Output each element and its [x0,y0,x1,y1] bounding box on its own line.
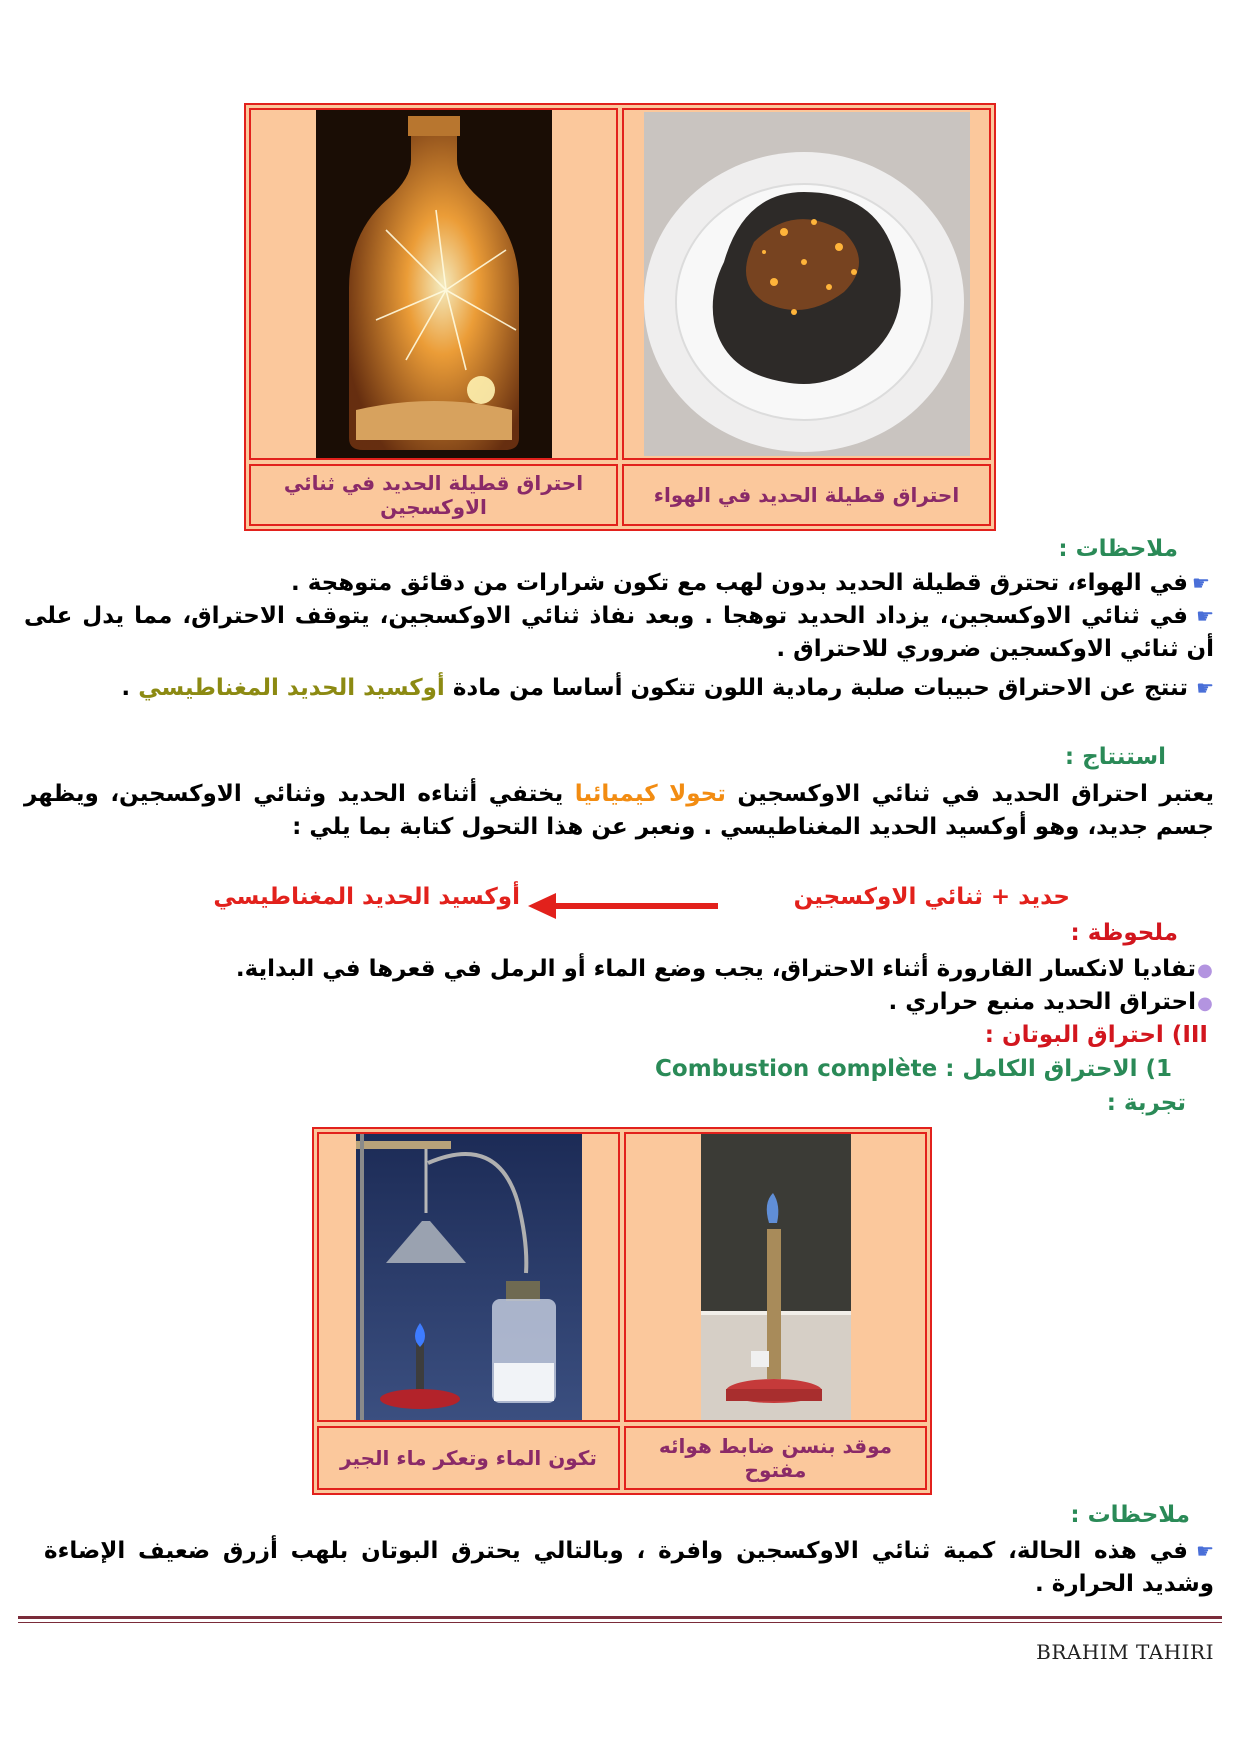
note-item-2 [24,986,1214,1020]
equation-product: أوكسيد الحديد المغناطيسي [213,884,520,910]
footer-divider-thin [18,1622,1222,1623]
conclusion-title: استنتاج : [1064,744,1166,770]
observation-text-1: في الهواء، تحترق قطيلة الحديد بدون لهب مع تكون شرارات من دقائق متوهجة . [290,570,1188,596]
chemical-transformation-term: تحولا كيميائيا [574,781,726,807]
caption-cell-oxygen [249,464,618,526]
observation-text-3: تنتج عن الاحتراق حبيبات صلبة رمادية اللون تتكون أساسا من مادة [452,675,1188,701]
observations2-title: ملاحظات : [1070,1502,1190,1528]
reaction-arrow-icon [528,893,718,919]
complete-combustion-subtitle [655,1056,1172,1082]
note-text-2: احتراق الحديد منبع حراري . [888,989,1196,1015]
hand-pointer-icon: ☛ [1196,676,1214,700]
observation2-item-1 [44,1535,1214,1601]
observations-title: ملاحظات : [1058,536,1178,562]
section-title-butane: III) احتراق البوتان : [984,1022,1208,1048]
iron-in-oxygen-photo [316,110,552,458]
water-limewater-photo [356,1133,582,1421]
photo-cell-burner [624,1132,927,1422]
observation-text-2: في ثنائي الاوكسجين، يزداد الحديد توهجا . وبعد نفاذ ثنائي الاوكسجين، يتوقف الاحتراق، مما يدل على أن ثنائي الاوكسجين ضروري للاحتراق . [24,603,1214,662]
note-text-1: تفاديا لانكسار القارورة أثناء الاحتراق، يجب وضع الماء أو الرمل في قعرها في البداية. [235,956,1196,982]
note-title: ملحوظة : [1070,920,1178,946]
equation-reactants: حديد + ثنائي الاوكسجين [793,884,1070,910]
complete-combustion-text: 1) الاحتراق الكامل : Combustion complète [655,1056,1172,1082]
observation-item-2 [24,600,1214,666]
hand-pointer-icon: ☛ [1192,571,1210,595]
caption-bunsen-burner: موقد بنسن ضابط هوائه مفتوح [658,1434,893,1482]
hand-pointer-icon: ☛ [1196,604,1214,628]
footer-author: BRAHIM TAHIRI [1036,1640,1214,1664]
caption-iron-oxygen: احتراق قطيلة الحديد في ثنائي الاوكسجين [283,471,584,519]
magnetic-iron-oxide-term: أوكسيد الحديد المغناطيسي [138,675,445,701]
note-item-1 [24,953,1214,987]
iron-in-air-photo [644,112,970,456]
conclusion-text-1: يعتبر احتراق الحديد في ثنائي الاوكسجين [737,781,1215,807]
observation-text-3-end: . [121,675,131,701]
hand-pointer-icon: ☛ [1196,1539,1214,1563]
caption-water-limewater: تكون الماء وتعكر ماء الجير [340,1446,597,1470]
figure-table-butane [312,1127,932,1495]
caption-cell-burner [624,1426,927,1490]
caption-cell-limewater [317,1426,620,1490]
observation-item-3 [24,672,1214,705]
conclusion-paragraph [24,778,1214,844]
bunsen-burner-photo [701,1133,851,1421]
footer-divider [18,1616,1222,1619]
bullet-dot-icon: ● [1197,993,1213,1014]
photo-cell-plate [622,108,991,460]
observation2-text-1: في هذه الحالة، كمية ثنائي الاوكسجين وافرة ، وبالتالي يحترق البوتان بلهب أزرق ضعيف الإضاءة وشديد الحرارة . [44,1538,1214,1597]
photo-cell-bottle [249,108,618,460]
experiment-title: تجربة : [1106,1090,1186,1116]
conclusion-text-2: يختفي أثناءه الحديد وثنائي الاوكسجين، ويظهر جسم جديد، وهو أوكسيد الحديد المغناطيسي . ونعبر عن هذا التحول كتابة بما يلي : [24,781,1214,840]
caption-iron-air: احتراق قطيلة الحديد في الهواء [653,483,960,507]
figure-table-iron [244,103,996,531]
photo-cell-funnel [317,1132,620,1422]
bullet-dot-icon: ● [1197,960,1213,981]
caption-cell-air [622,464,991,526]
observation-item-1 [24,567,1214,600]
